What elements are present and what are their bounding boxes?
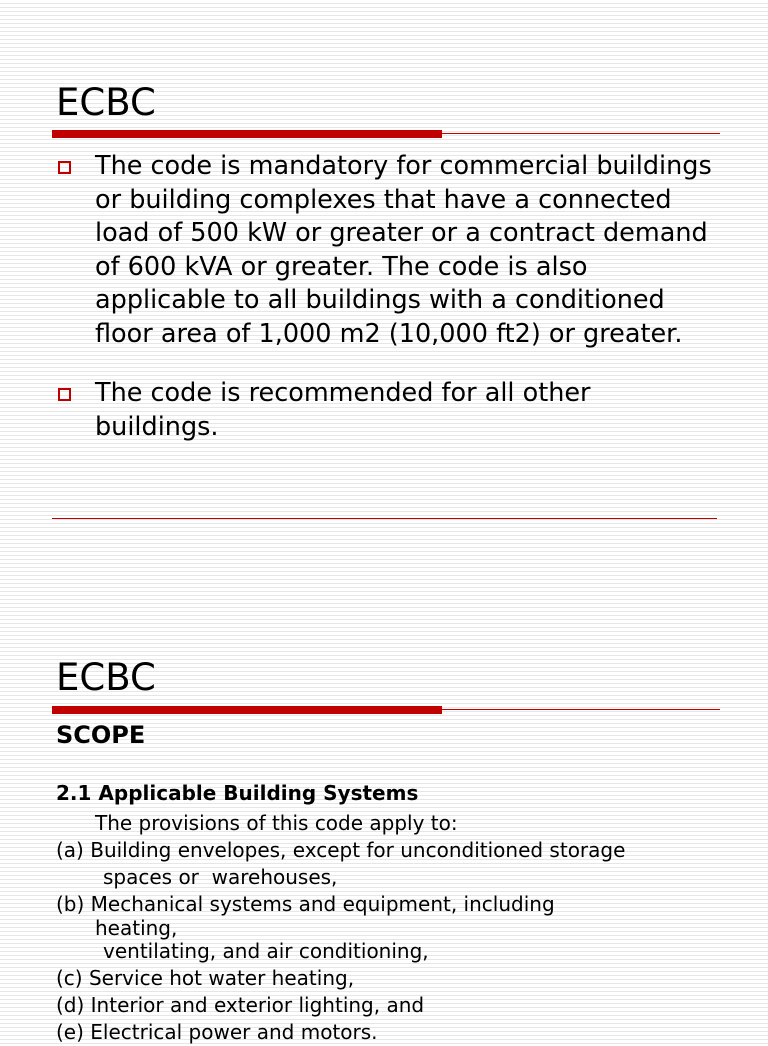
bullet-item [56, 377, 716, 444]
body-line: (c) Service hot water heating, [56, 966, 355, 990]
bullet-text: The code is mandatory for commercial buildings or building complexes that have a connected load of 500 kW or greater or a contract demand of 600 kVA or greater. The code is also applicable to all buildings with a conditioned floor area of 1,000 m2 (10,000 ft2) or greater. [95, 151, 712, 349]
section-heading: 2.1 Applicable Building Systems [56, 781, 419, 805]
slide-bottom-divider [52, 518, 717, 519]
bullet-text: The code is recommended for all other buildings. [95, 378, 591, 442]
bullet-list [56, 150, 716, 470]
slide-ecbc-scope [0, 626, 768, 1044]
title-underline-thin [442, 133, 720, 134]
title-underline-thick [52, 130, 442, 138]
body-line: spaces or warehouses, [103, 865, 338, 889]
title-underline-thick [52, 706, 442, 714]
body-line: heating, [95, 916, 178, 940]
scope-body [56, 810, 746, 1046]
hollow-square-bullet-icon [58, 388, 71, 401]
scope-heading: SCOPE [56, 721, 146, 749]
title-underline-thin [442, 709, 720, 710]
body-line: (e) Electrical power and motors. [56, 1020, 378, 1044]
body-line: (b) Mechanical systems and equipment, including [56, 892, 555, 916]
hollow-square-bullet-icon [58, 161, 71, 174]
body-line: ventilating, and air conditioning, [103, 939, 429, 963]
body-line: (d) Interior and exterior lighting, and [56, 993, 425, 1017]
title-underline [52, 704, 720, 714]
body-line: (a) Building envelopes, except for unconditioned storage [56, 838, 626, 862]
slide-title: ECBC [56, 81, 156, 124]
bullet-item [56, 150, 716, 351]
title-underline [52, 128, 720, 138]
body-line: The provisions of this code apply to: [95, 811, 458, 835]
slide-title: ECBC [56, 656, 156, 699]
